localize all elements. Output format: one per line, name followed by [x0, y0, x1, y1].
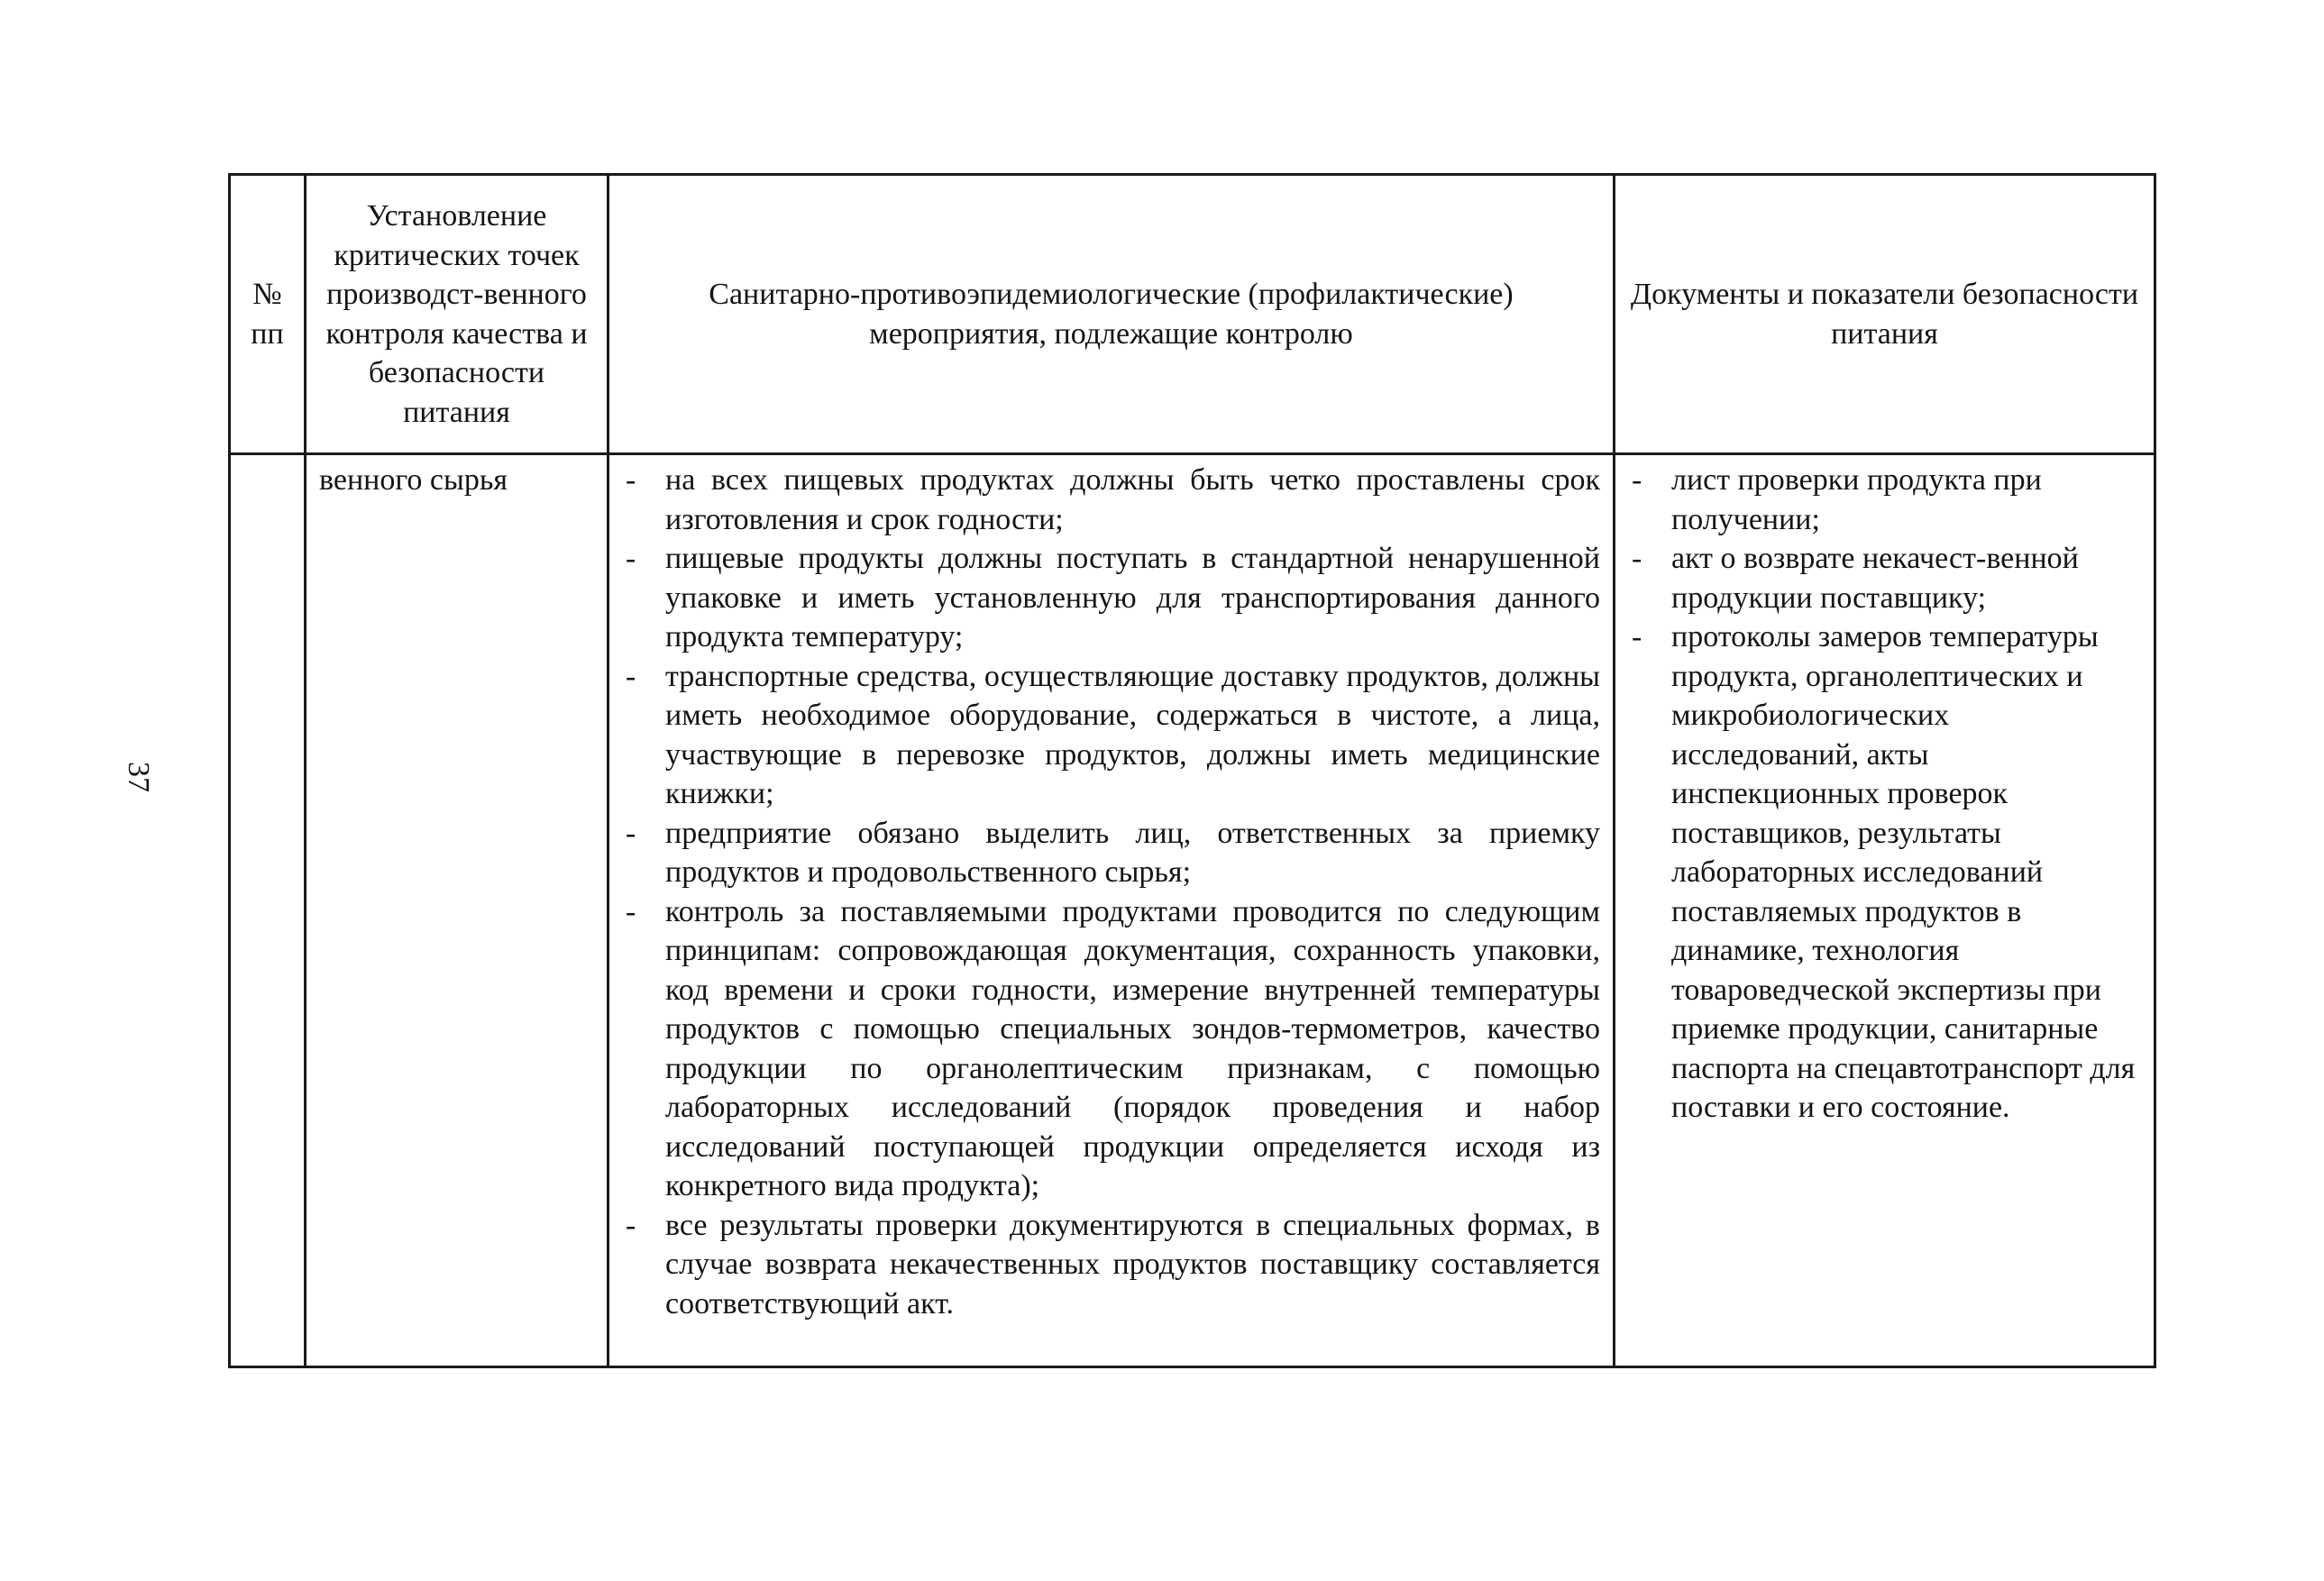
control-table [228, 173, 2156, 1368]
page-number: 37 [122, 762, 155, 792]
bullet-dash: - [626, 816, 636, 850]
header-critical-points: Установление критических точек производст-венного контроля качества и безопасности питания [306, 175, 608, 454]
bullet-dash: - [626, 1208, 636, 1242]
header-documents: Документы и показатели безопасности питания [1615, 175, 2155, 454]
bullet-dash: - [626, 542, 636, 575]
bullet-dash: - [1632, 463, 1642, 497]
documents-list [1624, 461, 2136, 1128]
list-item: - на всех пищевых продуктах должны быть четко проставлены срок изготовления и срок годности; [618, 461, 1600, 539]
bullet-dash: - [1632, 620, 1642, 653]
header-number: № пп [230, 175, 306, 454]
bullet-dash: - [626, 659, 636, 693]
table-row [230, 454, 2155, 1367]
measures-list [618, 461, 1600, 1323]
list-item: - контроль за поставляемыми продуктами проводится по следующим принципам: сопровождающая документация, сохранность упаковки, код времени и сроки годности, измерение внутренней температуры продуктов с помощью специальных зондов-термометров, качество продукции по органолептическим признакам, с помощью лабораторных исследований (порядок проведения и набор исследований поступающей продукции определяется исходя из конкретного вида продукта); [618, 892, 1600, 1206]
table-header-row [230, 175, 2155, 454]
bullet-dash: - [1632, 542, 1642, 575]
bullet-dash: - [626, 463, 636, 497]
critical-point-cell: венного сырья [306, 454, 608, 1367]
header-measures: Санитарно-противоэпидемиологические (профилактические) мероприятия, подлежащие контролю [608, 175, 1615, 454]
list-item: - предприятие обязано выделить лиц, ответственных за приемку продуктов и продовольственного сырья; [618, 814, 1600, 892]
list-item: - пищевые продукты должны поступать в стандартной ненарушенной упаковке и иметь установленную для транспортирования данного продукта температуру; [618, 539, 1600, 657]
list-item: - лист проверки продукта при получении; [1624, 461, 2136, 539]
list-item: - транспортные средства, осуществляющие доставку продуктов, должны иметь необходимое оборудование, содержаться в чистоте, а лица, участвующие в перевозке продуктов, должны иметь медицинские книжки; [618, 657, 1600, 814]
list-item: - акт о возврате некачест-венной продукции поставщику; [1624, 539, 2136, 617]
measures-cell [608, 454, 1615, 1367]
row-number-cell [230, 454, 306, 1367]
bullet-dash: - [626, 894, 636, 928]
list-item: - протоколы замеров температуры продукта, органолептических и микробиологических исследований, акты инспекционных проверок поставщиков, результаты лабораторных исследований поставляемых продуктов в динамике, технология товароведческой экспертизы при приемке продукции, санитарные паспорта на спецавтотранспорт для поставки и его состояние. [1624, 617, 2136, 1128]
documents-cell [1615, 454, 2155, 1367]
list-item: - все результаты проверки документируются в специальных формах, в случае возврата некачественных продуктов поставщику составляется соответствующий акт. [618, 1206, 1600, 1324]
